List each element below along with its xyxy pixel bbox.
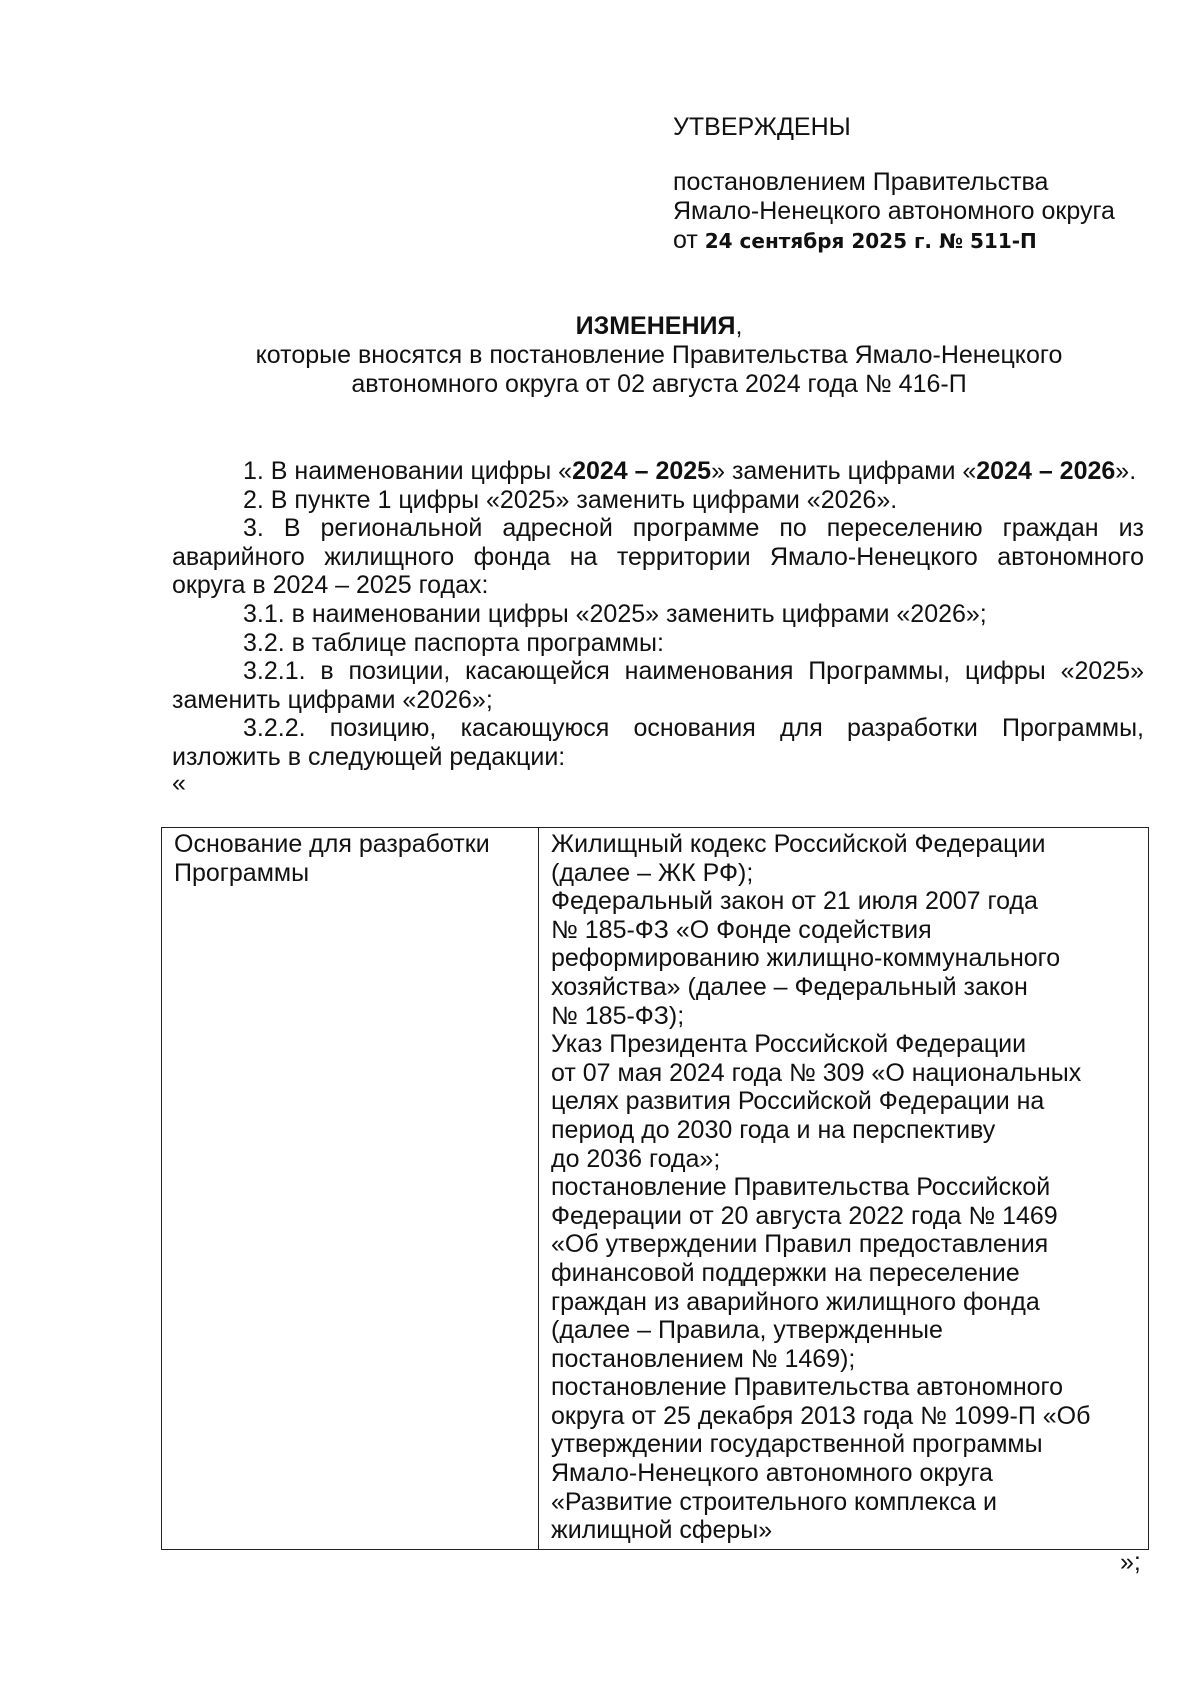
table-row xyxy=(162,828,1149,1550)
approval-date-line xyxy=(673,226,1115,256)
item-1-text-c: » заменить цифрами « xyxy=(711,457,977,485)
heading-line-2: автономного округа от 02 августа 2024 года № 416-П xyxy=(351,370,967,398)
item-3-2-2: 3.2.2. позицию, касающуюся основания для разработки Программы, изложить в следующей редакции: xyxy=(172,714,1144,771)
document-title: ИЗМЕНЕНИЯ xyxy=(575,312,736,340)
item-3-1: 3.1. в наименовании цифры «2025» заменить цифрами «2026»; xyxy=(243,599,987,628)
content-line: Федерации от 20 августа 2022 года № 1469 xyxy=(551,1201,1058,1230)
program-basis-table xyxy=(161,827,1149,1550)
approval-title: УТВЕРЖДЕНЫ xyxy=(673,113,851,141)
content-line: утверждении государственной программы xyxy=(551,1430,1043,1459)
content-line: реформированию жилищно-коммунального xyxy=(551,944,1061,973)
content-line: постановление Правительства Российской xyxy=(551,1173,1051,1202)
document-title-suffix: , xyxy=(735,312,743,340)
approval-line-1: постановлением Правительства xyxy=(673,168,1049,196)
table-cell-label: Основание для разработки Программы xyxy=(162,828,539,1550)
content-line: жилищной сферы» xyxy=(551,1516,773,1545)
item-1-old-years: 2024 – 2025 xyxy=(572,457,712,485)
content-line: постановление Правительства автономного xyxy=(551,1373,1064,1402)
document-heading xyxy=(0,312,1200,399)
content-line: граждан из аварийного жилищного фонда xyxy=(551,1287,1040,1316)
item-3-2-1: 3.2.1. в позиции, касающейся наименования Программы, цифры «2025» заменить цифрами «2026»; xyxy=(172,657,1144,714)
content-line: до 2036 года»; xyxy=(551,1144,721,1173)
content-line: № 185-ФЗ «О Фонде содействия xyxy=(551,915,932,944)
content-line: округа от 25 декабря 2013 года № 1099-П «Об xyxy=(551,1401,1091,1430)
content-line: (далее – Правила, утвержденные xyxy=(551,1316,943,1345)
approval-line-2: Ямало-Ненецкого автономного округа xyxy=(673,197,1115,225)
item-1 xyxy=(172,457,1144,486)
heading-line-1: которые вносятся в постановление Правительства Ямало-Ненецкого xyxy=(255,341,1063,369)
approval-date-prefix: от xyxy=(673,226,698,254)
document-body xyxy=(172,457,1144,797)
approval-date-value: 24 сентября 2025 г. № 511-П xyxy=(704,229,1037,253)
item-3: 3. В региональной адресной программе по переселению граждан из аварийного жилищного фонда на территории Ямало-Ненецкого автономного округа в 2024 – 2025 годах: xyxy=(172,514,1144,600)
item-1-text-e: ». xyxy=(1115,457,1137,485)
quote-open-mark: « xyxy=(172,768,186,797)
content-line: (далее – ЖК РФ); xyxy=(551,858,754,887)
content-line: «Развитие строительного комплекса и xyxy=(551,1487,997,1516)
content-line: финансовой поддержки на переселение xyxy=(551,1258,1020,1287)
item-3-2: 3.2. в таблице паспорта программы: xyxy=(243,628,664,657)
content-line: целях развития Российской Федерации на xyxy=(551,1087,1045,1116)
item-1-text-a: 1. В наименовании цифры « xyxy=(243,457,573,485)
item-2: 2. В пункте 1 цифры «2025» заменить цифрами «2026». xyxy=(243,485,898,514)
content-line: «Об утверждении Правил предоставления xyxy=(551,1230,1049,1259)
approval-block xyxy=(673,113,1115,256)
content-line: Федеральный закон от 21 июля 2007 года xyxy=(551,887,1038,916)
content-line: от 07 мая 2024 года № 309 «О национальных xyxy=(551,1058,1082,1087)
content-line: Указ Президента Российской Федерации xyxy=(551,1030,1027,1059)
content-line: постановлением № 1469); xyxy=(551,1344,856,1373)
content-line: Ямало-Ненецкого автономного округа xyxy=(551,1459,993,1488)
table-cell-content xyxy=(539,828,1149,1550)
content-line: хозяйства» (далее – Федеральный закон xyxy=(551,972,1028,1001)
content-line: период до 2030 года и на перспективу xyxy=(551,1115,996,1144)
item-1-new-years: 2024 – 2026 xyxy=(976,457,1116,485)
content-line: Жилищный кодекс Российской Федерации xyxy=(551,830,1046,858)
quote-close-mark: »; xyxy=(1120,1548,1141,1576)
content-line: № 185-ФЗ); xyxy=(551,1001,685,1030)
